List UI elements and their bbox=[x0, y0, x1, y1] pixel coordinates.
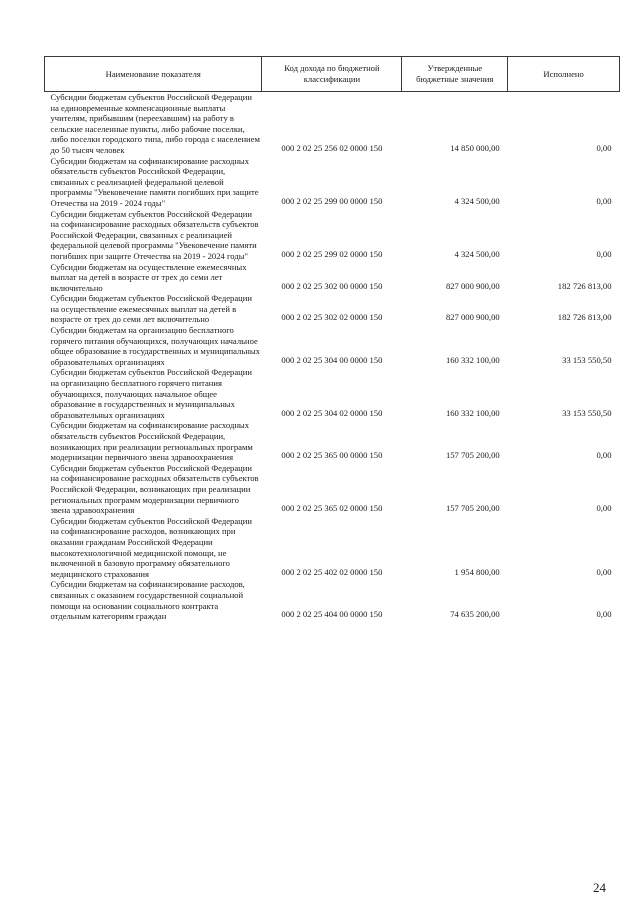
row-name: Субсидии бюджетам субъектов Российской Федерации на софинансирование расходных обязательств субъектов Российской Федерации, связанных с реализацией федеральной целевой программы "Увековечение памяти погибших при защите Отечества на 2019 - 2024 годы" bbox=[50, 208, 259, 261]
row-executed: 0,00 bbox=[596, 566, 612, 577]
row-approved: 157 705 200,00 bbox=[445, 503, 500, 514]
row-approved: 1 954 800,00 bbox=[454, 566, 500, 577]
row-approved: 74 635 200,00 bbox=[450, 609, 500, 620]
row-name: Субсидии бюджетам на софинансирование расходных обязательств субъектов Российской Федерации, возникающих при реализации региональных программ модернизации первичного звена здравоохранения bbox=[50, 420, 253, 463]
row-code: 000 2 02 25 402 02 0000 150 bbox=[281, 566, 383, 577]
row-name: Субсидии бюджетам субъектов Российской Федерации на организацию бесплатного горячего питания обучающихся, получающих начальное общее образование в государственных и муниципальных образовательных организациях bbox=[50, 367, 252, 420]
table-row bbox=[45, 463, 620, 516]
row-executed: 0,00 bbox=[596, 503, 612, 514]
row-executed: 0,00 bbox=[596, 142, 612, 153]
row-code: 000 2 02 25 404 00 0000 150 bbox=[281, 609, 383, 620]
table-row bbox=[45, 262, 620, 294]
row-approved: 160 332 100,00 bbox=[445, 407, 500, 418]
row-code: 000 2 02 25 302 02 0000 150 bbox=[281, 312, 383, 323]
row-name: Субсидии бюджетам на софинансирование расходов, связанных с оказанием государственной социальной помощи на основании социального контракта отдельным категориям граждан bbox=[50, 579, 245, 622]
page-number: 24 bbox=[593, 880, 606, 895]
row-approved: 14 850 000,00 bbox=[450, 142, 500, 153]
table-row bbox=[45, 516, 620, 580]
row-code: 000 2 02 25 365 02 0000 150 bbox=[281, 503, 383, 514]
row-code: 000 2 02 25 256 02 0000 150 bbox=[281, 142, 383, 153]
table-row bbox=[45, 325, 620, 367]
row-executed: 0,00 bbox=[596, 195, 612, 206]
row-executed: 0,00 bbox=[596, 609, 612, 620]
row-executed: 33 153 550,50 bbox=[562, 407, 612, 418]
row-executed: 182 726 813,00 bbox=[557, 312, 612, 323]
row-name: Субсидии бюджетам на софинансирование расходных обязательств субъектов Российской Федерации, связанных с реализацией федеральной целевой программы "Увековечение памяти погибших при защите Отечества на 2019 - 2024 годы" bbox=[50, 155, 259, 208]
header-executed: Исполнено bbox=[508, 57, 620, 92]
row-approved: 4 324 500,00 bbox=[454, 248, 500, 259]
row-name: Субсидии бюджетам субъектов Российской Федерации на единовременные компенсационные выплаты учителям, прибывшим (переехавшим) на работу в сельские населенные пункты, либо рабочие поселки, либо поселки городского типа, либо города с населением до 50 тысяч человек bbox=[50, 92, 260, 155]
table-row bbox=[45, 156, 620, 209]
row-approved: 160 332 100,00 bbox=[445, 354, 500, 365]
table-row bbox=[45, 293, 620, 325]
row-code: 000 2 02 25 302 00 0000 150 bbox=[281, 280, 383, 291]
row-executed: 182 726 813,00 bbox=[557, 280, 612, 291]
row-approved: 4 324 500,00 bbox=[454, 195, 500, 206]
row-executed: 0,00 bbox=[596, 450, 612, 461]
row-approved: 157 705 200,00 bbox=[445, 450, 500, 461]
row-approved: 827 000 900,00 bbox=[445, 280, 500, 291]
row-name: Субсидии бюджетам на осуществление ежемесячных выплат на детей в возрасте от трех до семи лет включительно bbox=[50, 261, 247, 293]
table-row bbox=[45, 367, 620, 420]
row-code: 000 2 02 25 299 02 0000 150 bbox=[281, 248, 383, 259]
row-code: 000 2 02 25 365 00 0000 150 bbox=[281, 450, 383, 461]
header-name: Наименование показателя bbox=[45, 57, 262, 92]
row-code: 000 2 02 25 304 00 0000 150 bbox=[281, 354, 383, 365]
header-approved: Утвержденные бюджетные значения bbox=[402, 57, 508, 92]
header-code: Код дохода по бюджетной классификации bbox=[262, 57, 402, 92]
table-row bbox=[45, 579, 620, 621]
table-row bbox=[45, 209, 620, 262]
row-executed: 33 153 550,50 bbox=[562, 354, 612, 365]
row-name: Субсидии бюджетам субъектов Российской Федерации на софинансирование расходов, возникающих при оказании гражданам Российской Федерации высокотехнологичной медицинской помощи, не включенной в базовую программу обязательного медицинского страхования bbox=[50, 515, 252, 579]
table-row bbox=[45, 420, 620, 462]
row-name: Субсидии бюджетам субъектов Российской Федерации на софинансирование расходных обязательств субъектов Российской Федерации, возникающих при реализации региональных программ модернизации первичного звена здравоохранения bbox=[50, 462, 259, 516]
row-code: 000 2 02 25 304 02 0000 150 bbox=[281, 407, 383, 418]
budget-table bbox=[44, 56, 620, 622]
row-name: Субсидии бюджетам на организацию бесплатного горячего питания обучающихся, получающих начальное общее образование в государственных и муниципальных образовательных организациях bbox=[50, 325, 260, 367]
row-executed: 0,00 bbox=[596, 248, 612, 259]
row-name: Субсидии бюджетам субъектов Российской Федерации на осуществление ежемесячных выплат на детей в возрасте от трех до семи лет включительно bbox=[50, 293, 252, 325]
row-approved: 827 000 900,00 bbox=[445, 312, 500, 323]
row-code: 000 2 02 25 299 00 0000 150 bbox=[281, 195, 383, 206]
table-header-row bbox=[45, 57, 620, 92]
table-row bbox=[45, 92, 620, 156]
